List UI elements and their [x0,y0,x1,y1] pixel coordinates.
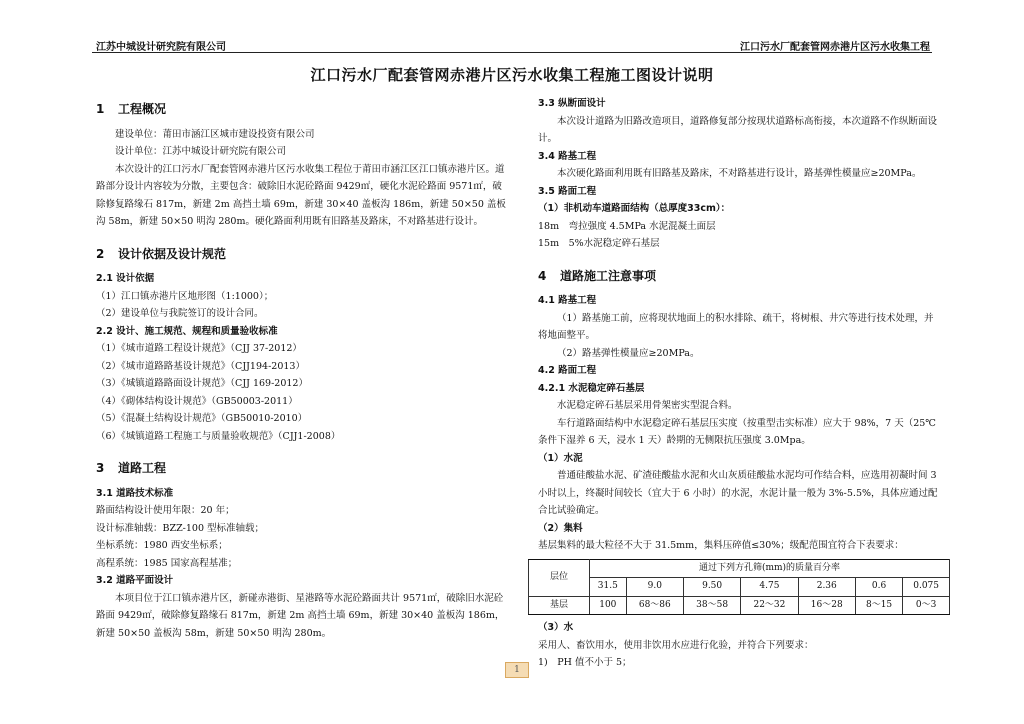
cement-text: 普通硅酸盐水泥、矿渣硅酸盐水泥和火山灰质硅酸盐水泥均可作结合料，应选用初凝时间 3 小时以上，终凝时间较长（宜大于 6 小时）的水泥，水泥计量一般为 3%-5.5%，具体应通过配合比试验确定。 [538,470,938,516]
section-3-heading: 3 道路工程 [96,461,167,475]
grading-value: 0～3 [903,596,950,615]
standard-item: （4）《砌体结构设计规范》（GB50003-2011） [96,395,298,407]
base-layer-text: 水泥稳定碎石基层采用骨架密实型混合料。 [557,400,738,411]
right-column [538,95,938,672]
subsection-4-2: 4.2 路面工程 [538,365,597,376]
subsection-3-5: 3.5 路面工程 [538,185,597,197]
tech-standard-item: 坐标系统：1980 西安坐标系； [96,540,228,551]
tech-standard-item: 高程系统：1985 国家高程基准； [96,557,238,569]
sieve-size: 4.75 [741,578,798,597]
sieve-size: 9.0 [626,578,683,597]
grading-layer-header: 层位 [529,559,590,596]
grading-value: 8～15 [855,596,902,615]
subsection-4-2-1: 4.2.1 水泥稳定碎石基层 [538,382,645,394]
tech-standard-item: 路面结构设计使用年限：20 年； [96,505,235,516]
subsection-2-1: 2.1 设计依据 [96,273,155,284]
standard-item: （6）《城镇道路工程施工与质量验收规范》（CJJ1-2008） [96,430,341,442]
sieve-size: 31.5 [590,578,627,597]
pavement-structure-heading: （1）非机动车道路面结构（总厚度33cm）： [538,203,731,214]
section-1-heading: 1 工程概况 [96,102,167,116]
standard-item: （5）《混凝土结构设计规范》（GB50010-2010） [96,413,308,424]
grading-value: 22～32 [741,596,798,615]
water-heading: （3）水 [538,622,574,633]
header-company: 江苏中城设计研究院有限公司 [96,42,226,53]
grading-value: 68～86 [626,596,683,615]
subsection-2-2: 2.2 设计、施工规范、规程和质量验收标准 [96,325,278,337]
sieve-size: 0.075 [903,578,950,597]
standard-item: （2）《城市道路路基设计规范》（CJJ194-2013） [96,360,305,372]
subgrade-text: 本次硬化路面利用既有旧路基及路床，不对路基进行设计，路基弹性模量应≥20MPa。 [557,168,922,179]
standard-item: （1）《城市道路工程设计规范》（CJJ 37-2012） [96,343,302,354]
header-rule [92,52,932,53]
plan-design-text: 本项目位于江口镇赤港片区，新碰赤港街、星港路等水泥砼路面共计 9571㎡，破除旧水泥砼路面 9429㎡，破除修复路缘石 817m，新建 2m 高挡土墙 69m，新建 30×40 盖板沟 186m，新建 50×50 盖板沟 58m，新建 50×50 明沟 280m。 [96,592,505,639]
grading-value: 16～28 [798,596,855,615]
tech-standard-item: 设计标准轴载：BZZ-100 型标准轴载； [96,522,265,534]
sieve-size: 9.50 [683,578,740,597]
sieve-size: 2.36 [798,578,855,597]
left-column [96,95,510,642]
cement-heading: （1）水泥 [538,452,583,464]
water-requirement: 1) PH 值不小于 5； [538,657,632,668]
subsection-3-3: 3.3 纵断面设计 [538,98,606,109]
subsection-3-1: 3.1 道路技术标准 [96,487,174,499]
profile-design-text: 本次设计道路为旧路改造项目，道路修复部分按现状道路标高衔接，本次道路不作纵断面设计。 [538,115,938,144]
basis-item: （1）江口镇赤港片区地形图（1:1000）； [96,290,274,302]
document-title: 江口污水厂配套管网赤港片区污水收集工程施工图设计说明 [310,66,714,84]
subsection-3-4: 3.4 路基工程 [538,150,597,162]
owner-line: 建设单位：莆田市涵江区城市建设投资有限公司 [115,128,315,140]
page-number: 1 [505,662,529,678]
sieve-size: 0.6 [855,578,902,597]
water-text: 采用人、畜饮用水，使用非饮用水应进行化验，并符合下列要求： [538,639,814,651]
base-layer-compaction: 车行道路面结构中水泥稳定碎石基层压实度（按重型击实标准）应大于 98%，7 天（25℃条件下湿养 6 天，浸水 1 天）龄期的无侧限抗压强度 3.0Mpa。 [538,417,936,446]
grading-row-label: 基层 [529,596,590,615]
subsection-3-2: 3.2 道路平面设计 [96,575,174,586]
standard-item: （3）《城镇道路路面设计规范》（CJJ 169-2012） [96,378,308,389]
grading-value: 100 [590,596,627,615]
grading-value: 38～58 [683,596,740,615]
project-overview: 本次设计的江口污水厂配套管网赤港片区污水收集工程位于莆田市涵江区江口镇赤港片区。道路部分设计内容较为分散，主要包含：破除旧水泥砼路面 9429㎡，硬化水泥砼路面 9571㎡，破除修复路缘石 817m，新建 2m 高挡土墙 69m，新建 30×40 盖板沟 186m，新建 50×50 盖板沟 58m，新建 50×50 明沟 280m。硬化路面利用既有旧路基及路床，不对路基进行设计。 [96,163,506,227]
subgrade-note-1: （1）路基施工前，应将现状地面上的积水排除、疏干，将树根、井穴等进行技术处理，并将地面整平。 [538,312,934,341]
basis-item: （2）建设单位与我院签订的设计合同。 [96,308,264,319]
pavement-layer: 18m 弯拉强度 4.5MPa 水泥混凝土面层 [538,220,716,232]
section-4-heading: 4 道路施工注意事项 [538,268,657,283]
designer-line: 设计单位：江苏中城设计研究院有限公司 [115,146,287,157]
aggregate-text: 基层集料的最大粒径不大于 31.5mm，集料压碎值≤30%；级配范围宜符合下表要求： [538,540,904,551]
subsection-4-1: 4.1 路基工程 [538,295,597,306]
pavement-layer: 15m 5%水泥稳定碎石基层 [538,238,660,249]
section-2-heading: 2 设计依据及设计规范 [96,246,227,261]
header-project: 江口污水厂配套管网赤港片区污水收集工程 [740,42,930,53]
grading-table [528,559,950,616]
subgrade-note-2: （2）路基弹性模量应≥20MPa。 [557,347,700,359]
aggregate-heading: （2）集料 [538,522,583,534]
grading-percent-header: 通过下列方孔筛(mm)的质量百分率 [590,559,950,578]
